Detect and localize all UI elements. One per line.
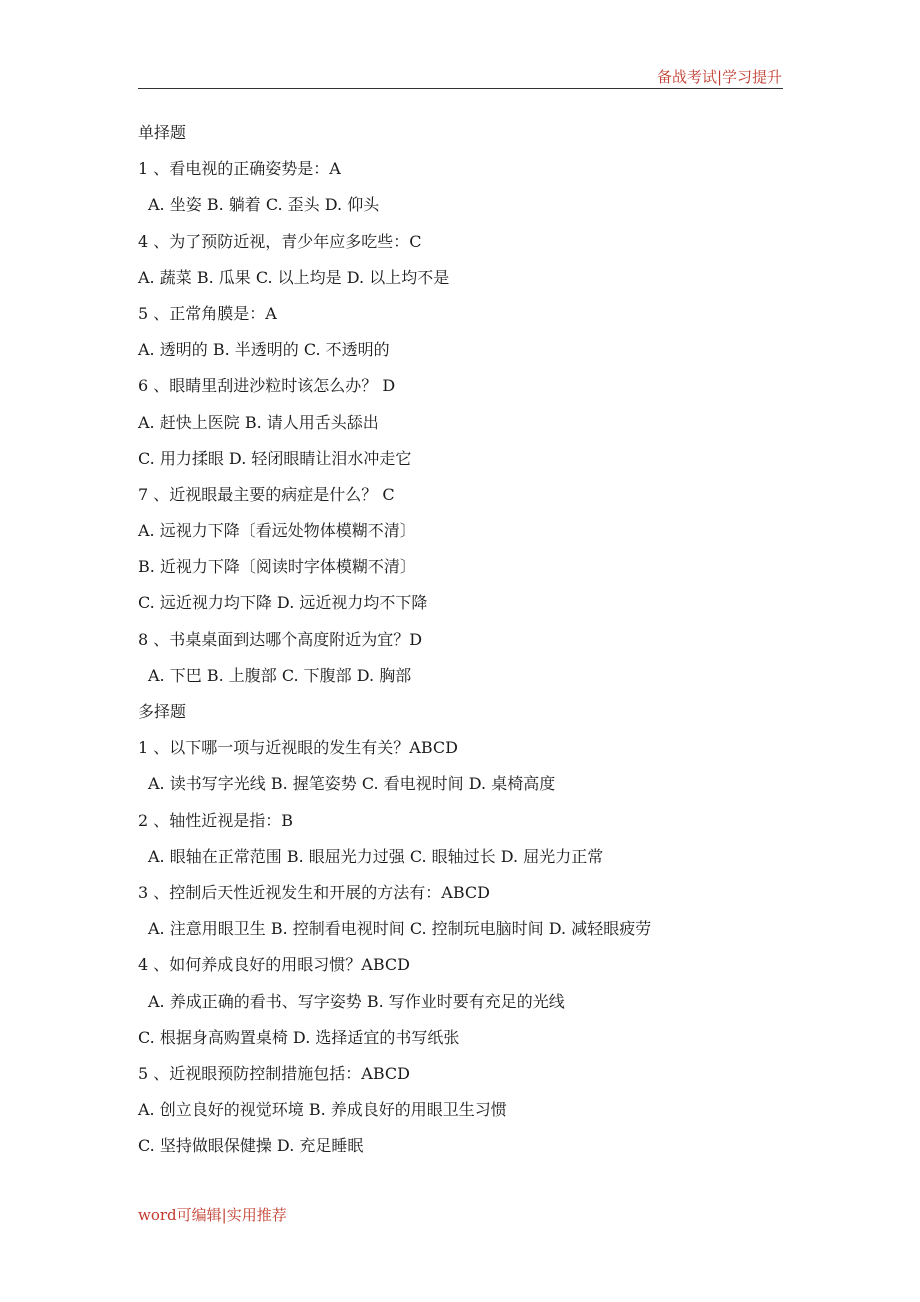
- document-line: B. 近视力下降〔阅读时字体模糊不清〕: [138, 557, 416, 577]
- document-line: A. 养成正确的看书、写字姿势 B. 写作业时要有充足的光线: [148, 991, 565, 1011]
- document-line: C. 坚持做眼保健操 D. 充足睡眠: [138, 1136, 364, 1156]
- document-line: A. 下巴 B. 上腹部 C. 下腹部 D. 胸部: [148, 665, 412, 685]
- document-line: 2 、轴性近视是指：B: [138, 810, 294, 830]
- document-line: C. 远近视力均下降 D. 远近视力均不下降: [138, 593, 428, 613]
- document-line: 单择题: [138, 123, 187, 142]
- document-line: 5 、正常角膜是：A: [138, 303, 277, 323]
- document-line: A. 赶快上医院 B. 请人用舌头舔出: [138, 412, 379, 432]
- document-line: 1 、以下哪一项与近视眼的发生有关？ABCD: [138, 738, 458, 758]
- document-line: 5 、近视眼预防控制措施包括：ABCD: [138, 1063, 410, 1083]
- document-line: 3 、控制后天性近视发生和开展的方法有：ABCD: [138, 882, 490, 902]
- document-line: 4 、如何养成良好的用眼习惯？ABCD: [138, 955, 410, 975]
- document-line: 多择题: [138, 702, 187, 721]
- document-line: C. 根据身高购置桌椅 D. 选择适宜的书写纸张: [138, 1027, 460, 1047]
- document-line: 6 、眼睛里刮进沙粒时该怎么办？ D: [138, 376, 396, 396]
- document-line: C. 用力揉眼 D. 轻闭眼睛让泪水冲走它: [138, 448, 412, 468]
- document-line: 4 、为了预防近视，青少年应多吃些：C: [138, 231, 422, 251]
- document-line: A. 眼轴在正常范围 B. 眼屈光力过强 C. 眼轴过长 D. 屈光力正常: [148, 846, 604, 866]
- document-line: 7 、近视眼最主要的病症是什么？ C: [138, 484, 395, 504]
- page-header-text: 备战考试|学习提升: [656, 68, 782, 86]
- document-line: 1 、看电视的正确姿势是：A: [138, 159, 341, 179]
- document-body: [138, 115, 788, 1164]
- document-line: A. 透明的 B. 半透明的 C. 不透明的: [138, 340, 390, 360]
- page-footer-text: word可编辑|实用推荐: [138, 1206, 287, 1224]
- header-divider: [138, 88, 783, 89]
- document-line: A. 注意用眼卫生 B. 控制看电视时间 C. 控制玩电脑时间 D. 减轻眼疲劳: [148, 919, 652, 939]
- document-line: A. 蔬菜 B. 瓜果 C. 以上均是 D. 以上均不是: [138, 267, 450, 287]
- document-line: A. 创立良好的视觉环境 B. 养成良好的用眼卫生习惯: [138, 1100, 507, 1120]
- document-line: 8 、书桌桌面到达哪个高度附近为宜？D: [138, 629, 423, 649]
- document-line: A. 坐姿 B. 躺着 C. 歪头 D. 仰头: [148, 195, 380, 215]
- document-line: A. 读书写字光线 B. 握笔姿势 C. 看电视时间 D. 桌椅高度: [148, 774, 556, 794]
- document-line: A. 远视力下降〔看远处物体模糊不清〕: [138, 521, 416, 541]
